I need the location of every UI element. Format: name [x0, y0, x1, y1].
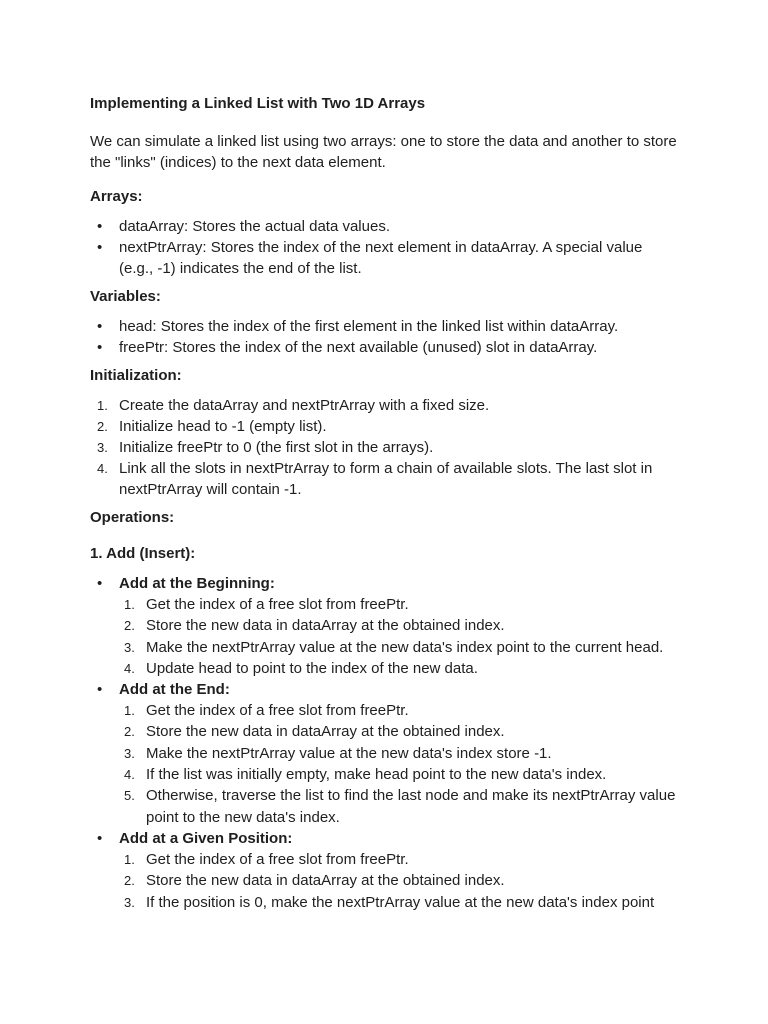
step-number: 2.	[97, 419, 108, 434]
list-item	[119, 785, 678, 828]
add-beginning-steps	[119, 594, 678, 679]
step-text: Otherwise, traverse the list to find the last node and make its nextPtrArray value point to the new data's index.	[146, 787, 676, 826]
intro-paragraph: We can simulate a linked list using two arrays: one to store the data and another to store the "links" (indices) to the next data element.	[90, 133, 677, 171]
add-position-label: Add at a Given Position:	[119, 829, 293, 847]
list-item: • freePtr: Stores the index of the next available (unused) slot in dataArray.	[90, 337, 678, 358]
list-item: • dataArray: Stores the actual data values.	[90, 216, 678, 237]
step-number: 5.	[124, 788, 135, 804]
step-text: Store the new data in dataArray at the obtained index.	[146, 872, 505, 890]
step-text: If the list was initially empty, make head point to the new data's index.	[146, 766, 607, 784]
step-text: Initialize freePtr to 0 (the first slot in the arrays).	[119, 439, 434, 456]
step-number: 2.	[124, 618, 135, 634]
step-text: Update head to point to the index of the new data.	[146, 659, 478, 677]
step-number: 4.	[97, 461, 108, 476]
step-text: Store the new data in dataArray at the obtained index.	[146, 617, 505, 635]
add-heading: 1. Add (Insert):	[90, 545, 196, 562]
initialization-heading: Initialization:	[90, 367, 182, 384]
list-item: • head: Stores the index of the first element in the linked list within dataArray.	[90, 316, 678, 337]
step-number: 2.	[124, 873, 135, 889]
step-text: Get the index of a free slot from freePtr.	[146, 702, 409, 720]
list-item: • nextPtrArray: Stores the index of the next element in dataArray. A special value (e.g., -1) indicates the end of the list.	[90, 237, 678, 279]
step-number: 3.	[124, 894, 135, 910]
list-item	[119, 721, 678, 742]
arrays-heading: Arrays:	[90, 188, 143, 205]
list-item	[119, 637, 678, 658]
step-text: Initialize head to -1 (empty list).	[119, 418, 327, 435]
add-position-steps	[119, 849, 678, 913]
list-item	[119, 870, 678, 891]
step-text: Create the dataArray and nextPtrArray with a fixed size.	[119, 397, 490, 414]
add-beginning-label: Add at the Beginning:	[119, 575, 275, 592]
list-item	[119, 743, 678, 764]
initialization-list	[90, 395, 678, 500]
add-end-label: Add at the End:	[119, 681, 230, 699]
step-text: Get the index of a free slot from freePtr.	[146, 596, 409, 613]
step-number: 4.	[124, 767, 135, 783]
list-item	[119, 764, 678, 785]
variables-list	[90, 316, 678, 358]
list-item	[119, 615, 678, 636]
step-number: 1.	[124, 597, 135, 612]
add-end-steps	[119, 700, 678, 828]
list-item	[90, 828, 678, 913]
add-operations-list	[90, 573, 678, 913]
step-number: 3.	[124, 639, 135, 655]
arrays-list	[90, 216, 678, 279]
list-item	[90, 395, 678, 416]
step-number: 1.	[124, 851, 135, 867]
list-item	[119, 594, 678, 615]
list-item	[90, 416, 678, 437]
step-number: 3.	[124, 745, 135, 761]
variables-heading: Variables:	[90, 288, 161, 305]
step-number: 1.	[124, 703, 135, 719]
step-number: 2.	[124, 724, 135, 740]
list-item	[119, 658, 678, 679]
list-item	[90, 458, 678, 500]
list-item	[119, 849, 678, 870]
operations-heading: Operations:	[90, 509, 175, 526]
step-number: 4.	[124, 660, 135, 676]
step-text: If the position is 0, make the nextPtrArray value at the new data's index point	[146, 893, 655, 911]
step-text: Make the nextPtrArray value at the new data's index store -1.	[146, 744, 552, 762]
step-number: 3.	[97, 440, 108, 455]
step-text: Get the index of a free slot from freePtr.	[146, 850, 409, 868]
list-item	[90, 437, 678, 458]
list-item	[119, 700, 678, 721]
list-item	[119, 892, 678, 913]
step-text: Make the nextPtrArray value at the new data's index point to the current head.	[146, 638, 664, 656]
document-title: Implementing a Linked List with Two 1D Arrays	[90, 95, 426, 112]
list-item	[90, 679, 678, 828]
list-item	[90, 573, 678, 679]
step-text: Store the new data in dataArray at the obtained index.	[146, 723, 505, 741]
step-text: Link all the slots in nextPtrArray to form a chain of available slots. The last slot in nextPtrArray will contain -1.	[119, 460, 653, 498]
step-number: 1.	[97, 398, 108, 413]
